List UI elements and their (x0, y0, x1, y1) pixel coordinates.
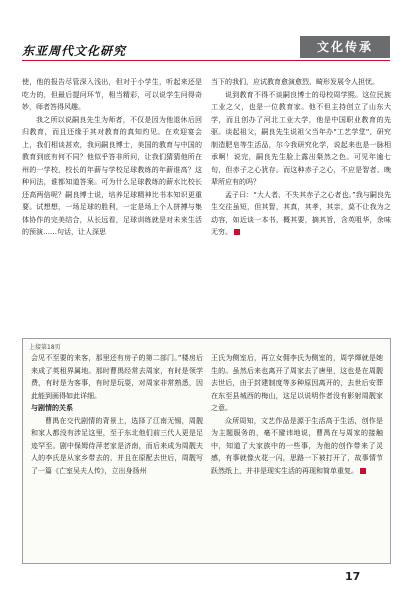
paragraph: 当下的我们，应试教育愈演愈烈，畸形发展令人担忧。 (211, 78, 379, 86)
paragraph-text: 孟子曰：“大人者，不失其赤子之心者也。”我与嗣良先生交往虽短，但其智，其真，其孝，其亲，莫不让我为之动容，如近谈一本书，概其要，摘其旨，含英咀华，余味无穷。 (211, 190, 391, 236)
page-number: 17 (345, 570, 361, 583)
paragraph: 我之所以说嗣良先生为师者，不仅是因为他退休后回归教育，而且还缘于其对教育的真知灼见。在欢迎宴会上，我们相谈甚欢，我问嗣良博士，美国的教育与中国的教育到底有何不同？他似乎答非所问，让我们猜猜他所在州的一学校，校长的年薪与学校足球教练的年薪谁高？这种问法，谁都知道答案。可为什么足球教练的薪水比校长还高两倍呢？嗣良博士说，培养足球精神比书本知识更重要。试想想，一场足球的胜利，一定是场上个人拼搏与集体协作的完美结合，从长远看，足球训练就是对未来生活的预演……句话，让人深思 (22, 115, 202, 236)
paragraph: 曹禺在交代剧情的背景上，选择了江南无锡，周靓和家人都没有涉足这里，至于东北他们前三代人更是足迹罕至。剧中保姆侍萍老家是济南，而后来成为周靓夫人的李氏是从家乡带去的，并且在原配去世后，周靓写了一篇《亡室吴夫人传》，立出身扬州 (31, 416, 203, 475)
right-column (211, 76, 391, 239)
paragraph: 会见不至要的来客，那里还有房子的第二部门。”楼房后来成了英租界属地。那时曹禺经常去周家，有时是领学费，有时是为客事，有时是玩耍，对周家非常熟悉，因此能到画得如此详细。 (31, 354, 203, 400)
left-column (22, 76, 202, 239)
paragraph (211, 189, 391, 239)
section-subheading: 与剧情的关系 (31, 404, 73, 412)
continuation-label: 上接第18页 (29, 344, 61, 351)
end-mark-icon (360, 468, 366, 474)
paragraph: 说到教育不得不谈嗣良博士的母校周学熙。这位民族工业之父，也是一位教育家。他不但主持创立了山东大学，而且创办了河北工业大学，他是中国职业教育的先驱。谈起祖父，嗣良先生说祖父当年办“工艺学堂”，研究制造肥皂等生活品，尔今我研究化学，说起来也是一脉相承啊！说完，嗣良先生脸上露出粲然之色。可见年逾七旬，但赤子之心犹存。而这种赤子之心，不应是智者、晚辈所应有的吗？ (211, 90, 391, 186)
paragraph: 王氏为侧室后，再立女佣李氏为侧室的，周学煇就是她生的。虽然后来也离开了周家去了唐里，这也是在周靓去世后，由于封建制度等多种原因离开的，去世后安葬在东至县城西的梅山，这足以说明作者没有影射周靓家之意。 (211, 354, 383, 412)
page-header (22, 40, 390, 61)
box-left-column (31, 352, 203, 477)
continuation-box (22, 338, 391, 564)
column-tag: 文化传承 (300, 36, 390, 58)
paragraph (211, 415, 383, 478)
journal-name: 东亚周代文化研究 (22, 44, 127, 58)
box-right-column (211, 352, 383, 477)
paragraph: 使，他的报告尽管深入浅出，但对于小学生，听起来还是吃力的，但最后提问环节，相当精彩，可以说学生问得奇妙，师者答得风趣。 (22, 78, 202, 111)
paragraph-text: 众所周知，文艺作品是源于生活高于生活，创作是为主题服务的，毫不避讳地说，曹禺在与周家的接触中，知道了大家族中的一些事，为他的创作带来了灵感，有事就像火花一闪，思路一下被打开了，故事情节跃然纸上，并非是现实生活的再现和简单重复。 (211, 416, 383, 475)
end-mark-icon (234, 229, 240, 235)
